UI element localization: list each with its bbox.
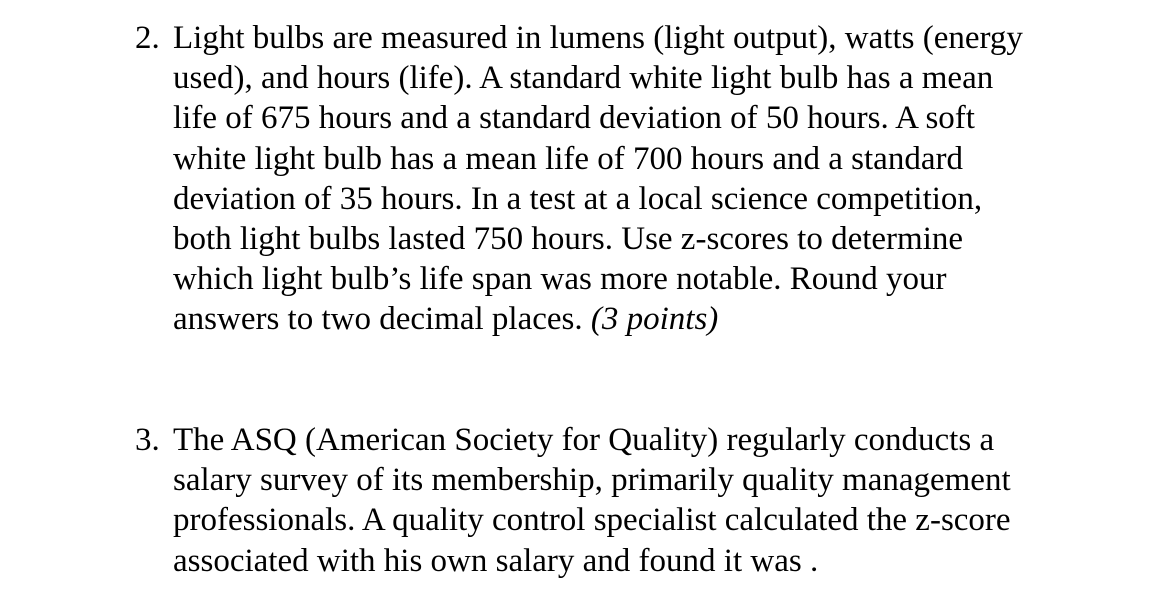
problem-text-line: Light bulbs are measured in lumens (light output), watts (energy bbox=[173, 20, 1023, 56]
problem-text-line: professionals. A quality control specialist calculated the z-score bbox=[173, 502, 1011, 539]
problem-text-line-last bbox=[135, 299, 1095, 339]
problem-2 bbox=[135, 18, 1095, 340]
problem-text-line: deviation of 35 hours. In a test at a local science competition, bbox=[173, 180, 983, 217]
problem-text-line: used), and hours (life). A standard white light bulb has a mean bbox=[173, 60, 994, 97]
problem-text: answers to two decimal places. bbox=[173, 301, 591, 338]
problem-text-line: associated with his own salary and found it was . bbox=[173, 542, 819, 579]
problem-text-line: life of 675 hours and a standard deviation of 50 hours. A soft bbox=[173, 100, 975, 137]
problem-3 bbox=[135, 420, 1095, 581]
problem-text-line: which light bulb’s life span was more notable. Round your bbox=[173, 261, 947, 298]
problem-number: 3. bbox=[135, 422, 160, 458]
problem-number: 2. bbox=[135, 20, 160, 56]
problem-text-line: The ASQ (American Society for Quality) regularly conducts a bbox=[173, 422, 995, 458]
problem-text-line: salary survey of its membership, primarily quality management bbox=[173, 462, 1011, 499]
problem-text-line: both light bulbs lasted 750 hours. Use z-scores to determine bbox=[173, 221, 964, 258]
problem-text-line: white light bulb has a mean life of 700 hours and a standard bbox=[173, 140, 963, 177]
points-label: (3 points) bbox=[590, 301, 719, 338]
